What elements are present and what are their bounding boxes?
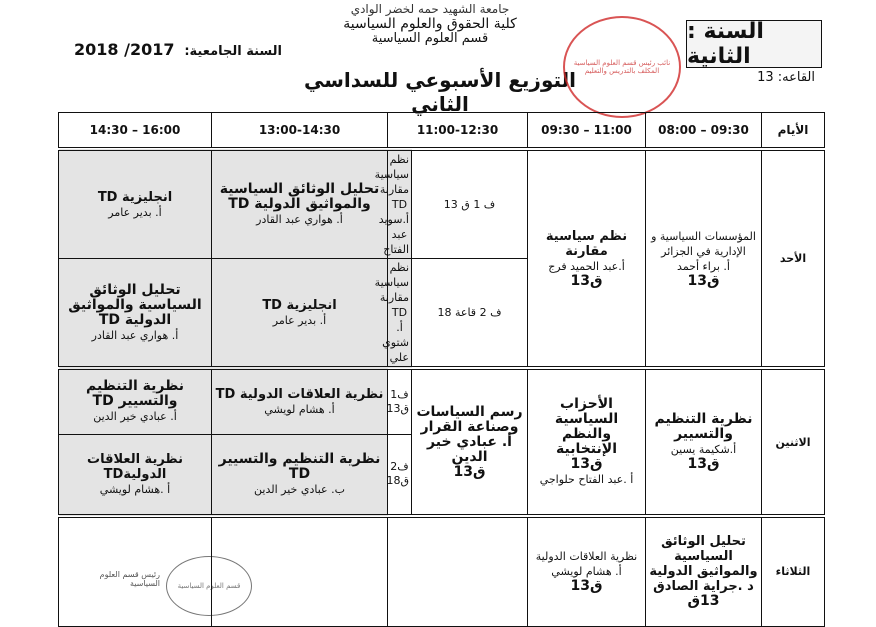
- sunday-s5-g1: انجليزية TD أ. بدير عامر: [59, 149, 212, 259]
- department-stamp-icon: قسم العلوم السياسية: [166, 556, 252, 616]
- sunday-s3-g2-group: ف 2 قاعة 18: [412, 259, 528, 369]
- time-slot-1: 08:00 – 09:30: [646, 113, 762, 150]
- monday-s4-g2-group: ف2 ق18: [388, 434, 412, 516]
- days-header: الأيام: [762, 113, 825, 150]
- monday-s4-g2: نظرية التنظيم والتسيير TD ب. عبادي خير الدين: [212, 434, 388, 516]
- sunday-row-1: [59, 149, 825, 259]
- monday-s1: نظرية التنظيم والتسيير أ.شكيمة يسين ق13: [646, 368, 762, 516]
- sunday-s1: المؤسسات السياسية و الإدارية في الجزائر أ. براء أحمد ق13: [646, 149, 762, 368]
- time-slot-3: 11:00-12:30: [388, 113, 528, 150]
- day-sunday: الأحد: [762, 149, 825, 368]
- academic-year: 2018 /2017: [74, 40, 175, 59]
- time-slot-4: 13:00-14:30: [212, 113, 388, 150]
- monday-s4-g1-group: ف1 ق13: [388, 368, 412, 434]
- time-header-row: [59, 113, 825, 150]
- signature-icon: رئيس قسم العلوم السياسية: [99, 570, 160, 588]
- monday-s3: رسم السياسات وصناعة القرار أ. عبادي خير الدين ق13: [412, 368, 528, 516]
- sunday-s2: نظم سياسية مقارنة أ.عبد الحميد فرج ق13: [528, 149, 646, 368]
- tuesday-row: [59, 516, 825, 626]
- sunday-s3-g1-subject: نظم سياسية مقارنة TD أ.سويد عبد الفتاح: [388, 149, 412, 259]
- time-slot-2: 09:30 – 11:00: [528, 113, 646, 150]
- monday-s2: الأحزاب السياسية والنظم الإنتخابية ق13 أ .عبد الفتاح حلواجي: [528, 368, 646, 516]
- official-stamp-icon: نائب رئيس قسم العلوم السياسية المكلف بالتدريس والتعليم: [563, 16, 681, 118]
- tuesday-s2: نظرية العلاقات الدولية أ. هشام لويشي ق13: [528, 516, 646, 626]
- page-title: التوزيع الأسبوعي للسداسي الثاني: [303, 68, 577, 116]
- monday-s5-g2: نظرية العلاقات الدوليةTD أ .هشام لويشي: [59, 434, 212, 516]
- academic-year-label: السنة الجامعية:: [184, 44, 282, 59]
- day-tuesday: الثلاثاء: [762, 516, 825, 626]
- monday-s5-g1: نظرية التنظيم والتسيير TD أ. عبادي خير الدين: [59, 368, 212, 434]
- timetable: [58, 112, 825, 627]
- tuesday-s5-empty: [59, 516, 212, 626]
- university-name: جامعة الشهيد حمه لخضر الوادي: [350, 2, 510, 16]
- sunday-s4-g1: تحليل الوثائق السياسية والمواثيق الدولية TD أ. هواري عبد القادر: [212, 149, 388, 259]
- sunday-s5-g2: تحليل الوثائق السياسية والمواثيق الدولية TD أ. هواري عبد القادر: [59, 259, 212, 369]
- tuesday-s1: تحليل الوثائق السياسية والمواثيق الدولية د .جراية الصادق 13ق: [646, 516, 762, 626]
- sunday-s4-g2: انجليزية TD أ. بدير عامر: [212, 259, 388, 369]
- class-year-box: [686, 20, 822, 68]
- monday-s4-g1: نظرية العلاقات الدولية TD أ. هشام لويشي: [212, 368, 388, 434]
- department-name: قسم العلوم السياسية: [371, 31, 489, 46]
- sunday-s3-g1-group: ف 1 ق 13: [412, 149, 528, 259]
- sunday-s3-g2-subject: نظم سياسية مقارنة TD أ. شتوي علي: [388, 259, 412, 369]
- tuesday-s4-empty: [212, 516, 388, 626]
- class-year: السنة : الثانية: [687, 19, 764, 69]
- day-monday: الاثنين: [762, 368, 825, 516]
- time-slot-5: 14:30 – 16:00: [59, 113, 212, 150]
- monday-row-1: [59, 368, 825, 434]
- faculty-name: كلية الحقوق والعلوم السياسية: [343, 16, 517, 32]
- tuesday-s3-empty: [388, 516, 528, 626]
- room-label: القاعه: 13: [757, 70, 815, 85]
